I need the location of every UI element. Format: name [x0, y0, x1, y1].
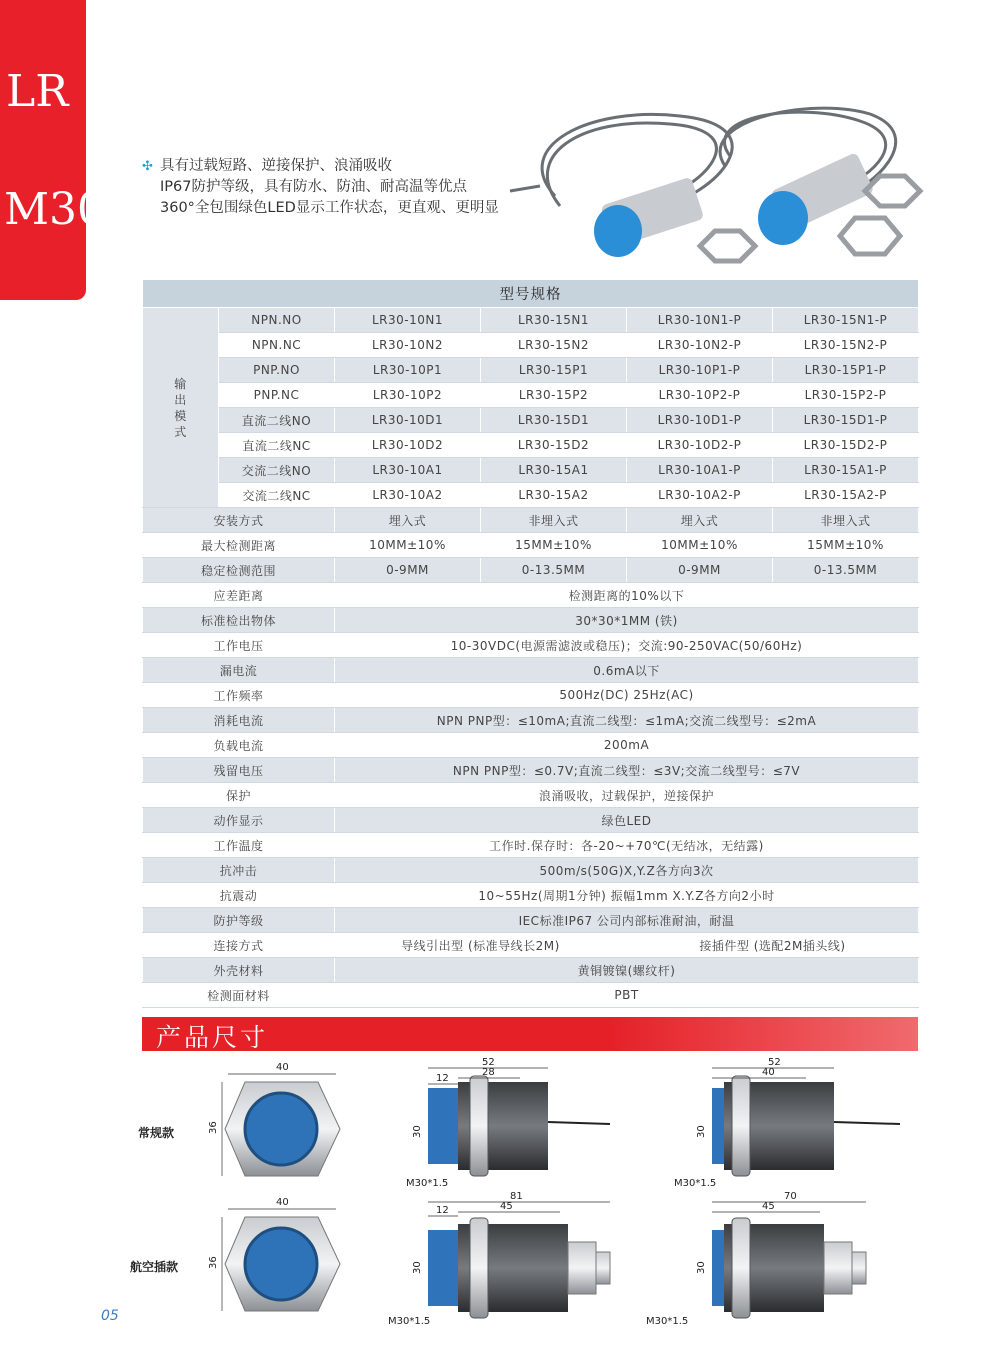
value-cell: IEC标准IP67 公司内部标准耐油，耐温 [335, 908, 919, 933]
value-cell: 30*30*1MM (铁) [335, 608, 919, 633]
side-view-aviation-a [388, 1191, 610, 1327]
value-cell: 15MM±10% [773, 533, 919, 558]
table-row [143, 708, 919, 733]
model-cell: LR30-10P1 [335, 358, 481, 383]
table-row [143, 433, 919, 458]
value-cell: 10-30VDC(电源需滤波或稳压)；交流:90-250VAC(50/60Hz) [335, 633, 919, 658]
table-row [143, 333, 919, 358]
side-view-standard-b [674, 1057, 900, 1189]
value-cell: 埋入式 [627, 508, 773, 533]
side-view-aviation-b [646, 1191, 866, 1327]
value-cell: 15MM±10% [481, 533, 627, 558]
dimension-drawings [0, 1052, 1000, 1342]
svg-text:12: 12 [436, 1205, 449, 1216]
model-cell: LR30-15N2-P [773, 333, 919, 358]
row-label-standard: 常规款 [138, 1126, 175, 1140]
table-row [143, 833, 919, 858]
svg-text:45: 45 [762, 1201, 775, 1212]
row-label: 抗冲击 [143, 858, 335, 883]
value-cell: 10MM±10% [335, 533, 481, 558]
feature-line-3: 360°全包围绿色LED显示工作状态，更直观、更明显 [160, 200, 499, 216]
model-cell: LR30-10A1 [335, 458, 481, 483]
row-label: 检测面材料 [143, 983, 335, 1008]
model-cell: LR30-15P1-P [773, 358, 919, 383]
row-label: 外壳材料 [143, 958, 335, 983]
front-view-standard [208, 1062, 340, 1176]
series-code-line1: LR [6, 66, 69, 117]
model-cell: LR30-15N1-P [773, 308, 919, 333]
table-row [143, 383, 919, 408]
model-cell: LR30-15P2-P [773, 383, 919, 408]
svg-text:36: 36 [208, 1256, 219, 1269]
page-number: 05 [101, 1308, 119, 1324]
table-row [143, 358, 919, 383]
value-cell: 500m/s(50G)X,Y.Z各方向3次 [335, 858, 919, 883]
nut-icon [840, 218, 900, 254]
svg-text:81: 81 [510, 1191, 523, 1202]
model-cell: LR30-10D1-P [627, 408, 773, 433]
mode-cell: 直流二线NO [219, 408, 335, 433]
value-cell: 非埋入式 [773, 508, 919, 533]
value-cell: 10MM±10% [627, 533, 773, 558]
mode-cell: 直流二线NC [219, 433, 335, 458]
table-header: 型号规格 [143, 280, 919, 308]
nut-icon [865, 176, 920, 206]
model-cell: LR30-10N2-P [627, 333, 773, 358]
table-row [143, 508, 919, 533]
row-label: 消耗电流 [143, 708, 335, 733]
model-cell: LR30-10P2-P [627, 383, 773, 408]
row-label: 动作显示 [143, 808, 335, 833]
table-row [143, 608, 919, 633]
value-cell: 工作时.保存时：各-20~+70℃(无结冰，无结露) [335, 833, 919, 858]
mode-cell: 交流二线NO [219, 458, 335, 483]
model-cell: LR30-15N2 [481, 333, 627, 358]
svg-text:40: 40 [276, 1062, 289, 1073]
table-row [143, 458, 919, 483]
table-row [143, 658, 919, 683]
model-cell: LR30-10D2-P [627, 433, 773, 458]
row-label: 漏电流 [143, 658, 335, 683]
svg-text:M30*1.5: M30*1.5 [406, 1178, 449, 1189]
row-label: 保护 [143, 783, 335, 808]
bullet-icon: ✣ [142, 159, 153, 174]
row-label: 标准检出物体 [143, 608, 335, 633]
model-cell: LR30-15A1 [481, 458, 627, 483]
table-row [143, 783, 919, 808]
table-row [143, 583, 919, 608]
mode-cell: PNP.NO [219, 358, 335, 383]
table-row [143, 633, 919, 658]
table-row [143, 908, 919, 933]
value-cell: 浪涌吸收，过载保护，逆接保护 [335, 783, 919, 808]
value-cell: 导线引出型 (标准导线长2M) [335, 933, 627, 958]
model-cell: LR30-15A1-P [773, 458, 919, 483]
output-mode-group: 输出模式 [143, 308, 219, 508]
table-row [143, 808, 919, 833]
table-row [143, 958, 919, 983]
value-cell: 10~55Hz(周期1分钟) 振幅1mm X.Y.Z各方向2小时 [335, 883, 919, 908]
model-cell: LR30-15D1-P [773, 408, 919, 433]
model-cell: LR30-10D2 [335, 433, 481, 458]
value-cell: 500Hz(DC) 25Hz(AC) [335, 683, 919, 708]
model-cell: LR30-10P1-P [627, 358, 773, 383]
table-row [143, 533, 919, 558]
model-cell: LR30-10N1 [335, 308, 481, 333]
value-cell: 接插件型 (选配2M插头线) [627, 933, 919, 958]
svg-text:30: 30 [412, 1125, 423, 1138]
model-cell: LR30-15N1 [481, 308, 627, 333]
model-cell: LR30-10N2 [335, 333, 481, 358]
value-cell: NPN PNP型：≤0.7V;直流二线型：≤3V;交流二线型号：≤7V [335, 758, 919, 783]
value-cell: 非埋入式 [481, 508, 627, 533]
value-cell: 黄铜镀镍(螺纹杆) [335, 958, 919, 983]
table-row [143, 483, 919, 508]
series-code-line2: M30 [4, 184, 106, 235]
svg-text:45: 45 [500, 1201, 513, 1212]
svg-text:30: 30 [696, 1125, 707, 1138]
value-cell: 0.6mA以下 [335, 658, 919, 683]
side-view-standard-a [406, 1057, 610, 1189]
row-label: 抗震动 [143, 883, 335, 908]
svg-text:M30*1.5: M30*1.5 [674, 1178, 717, 1189]
model-cell: LR30-10A1-P [627, 458, 773, 483]
svg-text:28: 28 [482, 1067, 495, 1078]
model-cell: LR30-15D1 [481, 408, 627, 433]
value-cell: 绿色LED [335, 808, 919, 833]
mode-cell: NPN.NC [219, 333, 335, 358]
row-label: 安装方式 [143, 508, 335, 533]
row-label-aviation: 航空插款 [130, 1260, 179, 1274]
value-cell: PBT [335, 983, 919, 1008]
feature-line-1: 具有过载短路、逆接保护、浪涌吸收 [160, 158, 392, 174]
row-label: 工作电压 [143, 633, 335, 658]
sensor-right-icon [758, 152, 875, 245]
svg-text:52: 52 [768, 1057, 781, 1068]
model-cell: LR30-10A2-P [627, 483, 773, 508]
row-label: 连接方式 [143, 933, 335, 958]
value-cell: 200mA [335, 733, 919, 758]
svg-text:12: 12 [436, 1073, 449, 1084]
value-cell: 0-13.5MM [773, 558, 919, 583]
row-label: 应差距离 [143, 583, 335, 608]
mode-cell: PNP.NC [219, 383, 335, 408]
value-cell: NPN PNP型：≤10mA;直流二线型：≤1mA;交流二线型号：≤2mA [335, 708, 919, 733]
dimensions-section-header [142, 1017, 918, 1051]
row-label: 残留电压 [143, 758, 335, 783]
row-label: 最大检测距离 [143, 533, 335, 558]
mode-cell: NPN.NO [219, 308, 335, 333]
feature-line-2: IP67防护等级，具有防水、防油、耐高温等优点 [160, 179, 467, 195]
value-cell: 0-13.5MM [481, 558, 627, 583]
model-cell: LR30-15D2 [481, 433, 627, 458]
model-cell: LR30-15A2-P [773, 483, 919, 508]
nut-icon [700, 231, 755, 261]
table-row [143, 858, 919, 883]
spec-table [142, 279, 919, 1008]
sensor-left-icon [594, 177, 704, 257]
value-cell: 检测距离的10%以下 [335, 583, 919, 608]
svg-text:M30*1.5: M30*1.5 [646, 1316, 689, 1327]
svg-text:30: 30 [412, 1261, 423, 1274]
svg-text:M30*1.5: M30*1.5 [388, 1316, 431, 1327]
row-label: 工作频率 [143, 683, 335, 708]
svg-text:52: 52 [482, 1057, 495, 1068]
value-cell: 埋入式 [335, 508, 481, 533]
model-cell: LR30-10N1-P [627, 308, 773, 333]
table-row [143, 758, 919, 783]
table-row [143, 983, 919, 1008]
value-cell: 0-9MM [627, 558, 773, 583]
model-cell: LR30-10D1 [335, 408, 481, 433]
table-row [143, 733, 919, 758]
table-row [143, 408, 919, 433]
product-photo [500, 96, 940, 276]
model-cell: LR30-15A2 [481, 483, 627, 508]
svg-text:40: 40 [762, 1067, 775, 1078]
front-view-aviation [208, 1197, 340, 1311]
row-label: 稳定检测范围 [143, 558, 335, 583]
svg-text:40: 40 [276, 1197, 289, 1208]
model-cell: LR30-15P1 [481, 358, 627, 383]
model-cell: LR30-10A2 [335, 483, 481, 508]
model-cell: LR30-15D2-P [773, 433, 919, 458]
svg-text:70: 70 [784, 1191, 797, 1202]
svg-text:36: 36 [208, 1121, 219, 1134]
series-tab [0, 0, 106, 300]
dimensions-title: 产品尺寸 [156, 1023, 269, 1052]
svg-text:30: 30 [696, 1261, 707, 1274]
row-label: 防护等级 [143, 908, 335, 933]
model-cell: LR30-10P2 [335, 383, 481, 408]
mode-cell: 交流二线NC [219, 483, 335, 508]
value-cell: 0-9MM [335, 558, 481, 583]
row-label: 工作温度 [143, 833, 335, 858]
table-row [143, 308, 919, 333]
table-row [143, 883, 919, 908]
table-row [143, 933, 919, 958]
table-row [143, 683, 919, 708]
model-cell: LR30-15P2 [481, 383, 627, 408]
feature-list [142, 156, 499, 219]
table-row [143, 558, 919, 583]
row-label: 负载电流 [143, 733, 335, 758]
